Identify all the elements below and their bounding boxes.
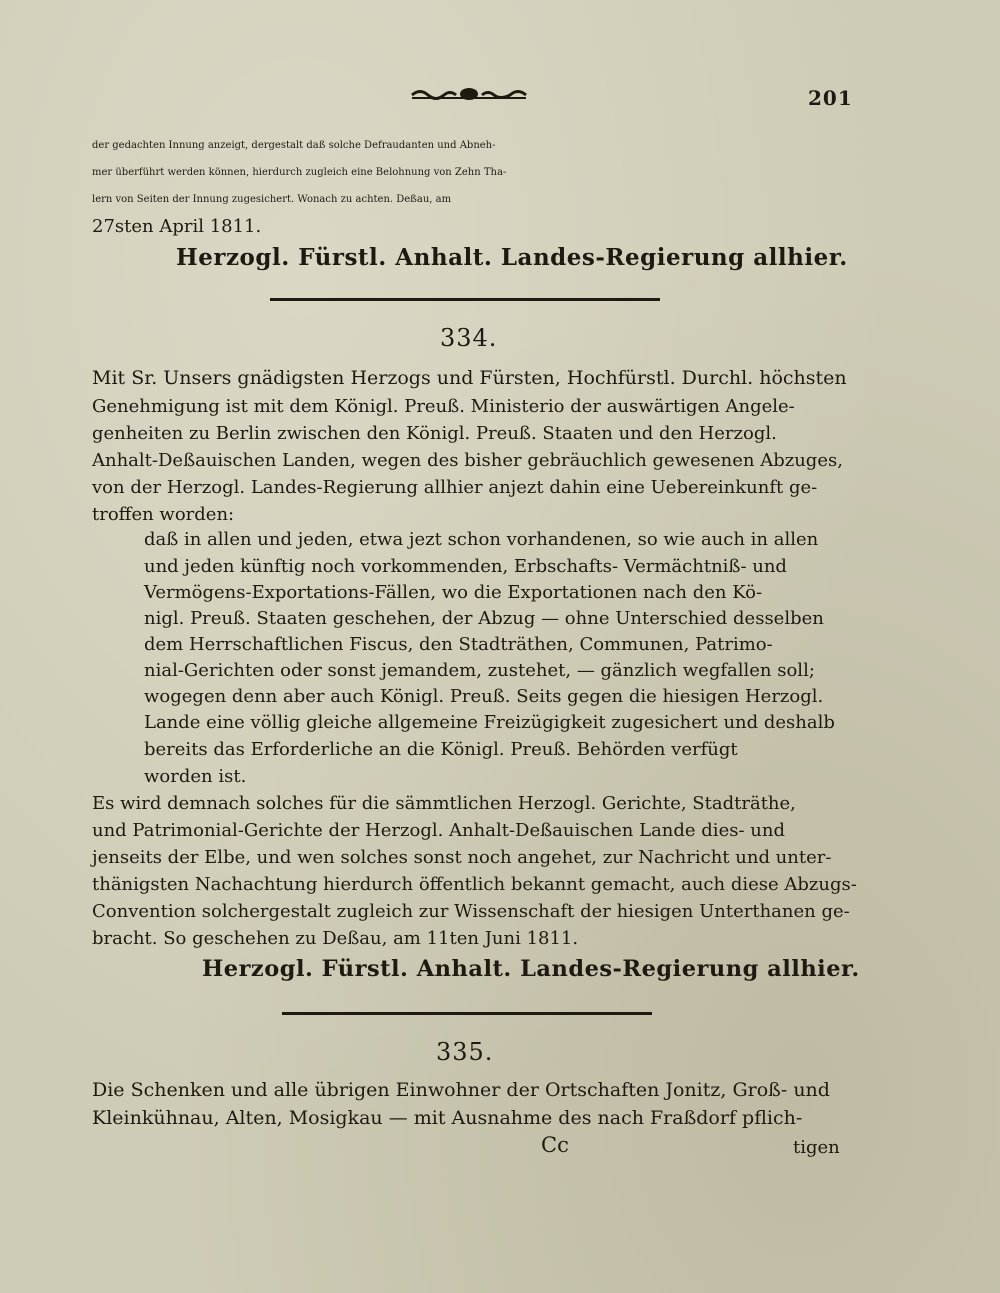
quote-line: nial-Gerichten oder sonst jemandem, zustehet, — gänzlich wegfallen soll;: [144, 660, 815, 681]
intro-line: 27sten April 1811.: [92, 216, 262, 237]
signature-regierung: Herzogl. Fürstl. Anhalt. Landes-Regierung allhier.: [202, 956, 860, 982]
signature-mark: Cc: [541, 1133, 569, 1157]
quote-line: und jeden künftig noch vorkommenden, Erbschafts- Vermächtniß- und: [144, 556, 787, 577]
section-number-335: 335.: [436, 1038, 494, 1066]
paragraph-line: genheiten zu Berlin zwischen den Königl. Preuß. Staaten und den Herzogl.: [92, 423, 777, 444]
paragraph-line: Convention solchergestalt zugleich zur Wissenschaft der hiesigen Unterthanen ge-: [92, 901, 850, 922]
paragraph-line: und Patrimonial-Gerichte der Herzogl. Anhalt-Deßauischen Lande dies- und: [92, 820, 785, 841]
paragraph-line: Kleinkühnau, Alten, Mosigkau — mit Ausnahme des nach Fraßdorf pflich-: [92, 1107, 803, 1129]
paragraph-line: bracht. So geschehen zu Deßau, am 11ten Juni 1811.: [92, 928, 579, 949]
intro-line: der gedachten Innung anzeigt, dergestalt daß solche Defraudanten und Abneh-: [92, 140, 496, 151]
paragraph-line: Die Schenken und alle übrigen Einwohner der Ortschaften Jonitz, Groß- und: [92, 1079, 830, 1101]
quote-line: daß in allen und jeden, etwa jezt schon vorhandenen, so wie auch in allen: [144, 529, 819, 550]
paragraph-line: jenseits der Elbe, und wen solches sonst noch angehet, zur Nachricht und unter-: [92, 847, 832, 868]
page-number: 201: [808, 86, 853, 110]
section-number-334: 334.: [440, 324, 498, 352]
quote-line: worden ist.: [144, 766, 247, 787]
paragraph-line: thänigsten Nachachtung hierdurch öffentlich bekannt gemacht, auch diese Abzugs-: [92, 874, 857, 895]
section-divider: [270, 298, 660, 301]
quote-line: Lande eine völlig gleiche allgemeine Freizügigkeit zugesichert und deshalb: [144, 712, 835, 733]
quote-line: bereits das Erforderliche an die Königl. Preuß. Behörden verfügt: [144, 739, 738, 760]
paragraph-line: von der Herzogl. Landes-Regierung allhier anjezt dahin eine Uebereinkunft ge-: [92, 477, 818, 498]
paragraph-line: Es wird demnach solches für die sämmtlichen Herzogl. Gerichte, Stadträthe,: [92, 793, 796, 814]
quote-line: wogegen denn aber auch Königl. Preuß. Seits gegen die hiesigen Herzogl.: [144, 686, 824, 707]
intro-line: lern von Seiten der Innung zugesichert. Wonach zu achten. Deßau, am: [92, 194, 452, 205]
paragraph-line: Genehmigung ist mit dem Königl. Preuß. Ministerio der auswärtigen Angele-: [92, 396, 795, 417]
catchword: tigen: [793, 1137, 840, 1158]
signature-regierung: Herzogl. Fürstl. Anhalt. Landes-Regierung allhier.: [176, 244, 848, 271]
quote-line: Vermögens-Exportations-Fällen, wo die Exportationen nach den Kö-: [144, 582, 763, 603]
quote-line: nigl. Preuß. Staaten geschehen, der Abzug — ohne Unterschied desselben: [144, 608, 824, 629]
intro-line: mer überführt werden können, hierdurch zugleich eine Belohnung von Zehn Tha-: [92, 167, 507, 178]
section-divider: [282, 1012, 652, 1015]
paragraph-line: Anhalt-Deßauischen Landen, wegen des bisher gebräuchlich gewesenen Abzuges,: [92, 450, 843, 471]
paragraph-line: troffen worden:: [92, 504, 235, 525]
header-ornament-icon: [410, 86, 528, 102]
paragraph-line: Mit Sr. Unsers gnädigsten Herzogs und Fürsten, Hochfürstl. Durchl. höchsten: [92, 367, 847, 389]
quote-line: dem Herrschaftlichen Fiscus, den Stadträthen, Communen, Patrimo-: [144, 634, 773, 655]
